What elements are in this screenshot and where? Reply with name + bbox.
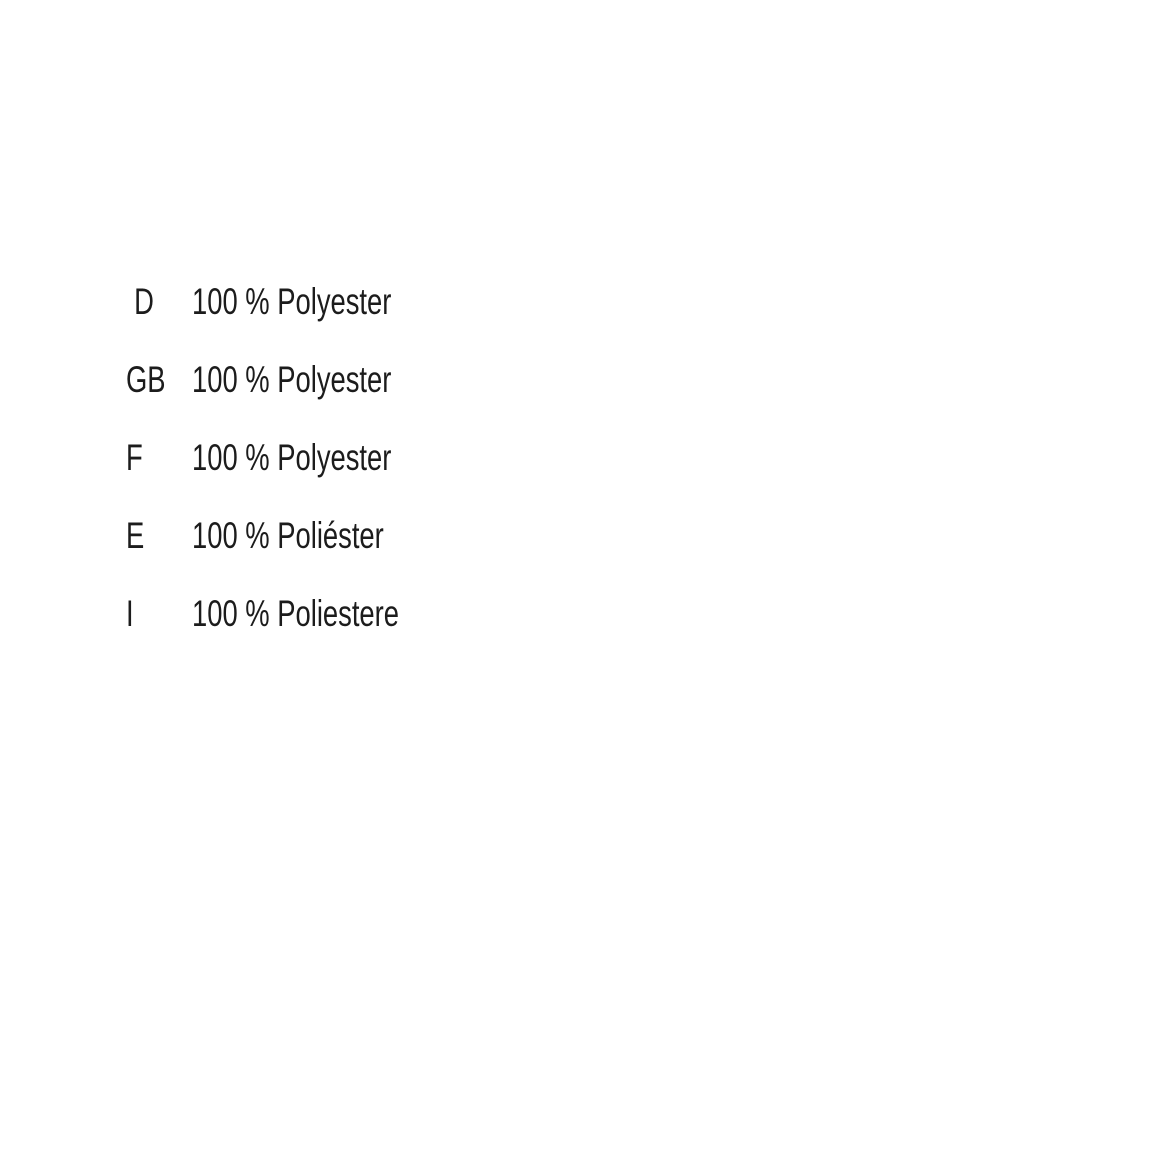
language-code: E	[126, 515, 145, 556]
language-code: F	[126, 437, 143, 478]
material-composition-list	[126, 263, 726, 653]
composition-row	[126, 419, 726, 497]
material-composition: 100 % Poliéster	[192, 515, 384, 556]
composition-row	[126, 263, 726, 341]
composition-row	[126, 575, 726, 653]
language-code: I	[126, 593, 134, 634]
language-code: GB	[126, 359, 166, 400]
material-composition: 100 % Polyester	[192, 359, 392, 400]
language-code: D	[134, 281, 154, 322]
material-composition: 100 % Polyester	[192, 437, 392, 478]
material-composition: 100 % Polyester	[192, 281, 392, 322]
composition-row	[126, 497, 726, 575]
composition-row	[126, 341, 726, 419]
material-composition: 100 % Poliestere	[192, 593, 400, 634]
